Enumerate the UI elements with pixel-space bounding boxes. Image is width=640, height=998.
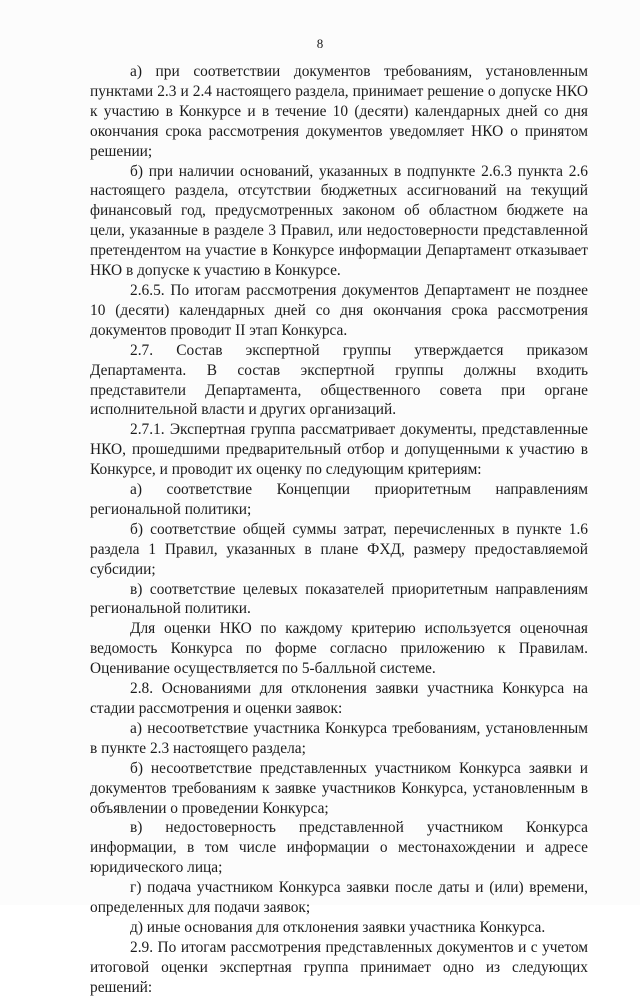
paragraph-2-6-5: 2.6.5. По итогам рассмотрения документов Департамент не позднее 10 (десяти) календарных дней со дня окончания срока рассмотрения документов проводит II этап Конкурса.	[90, 281, 588, 339]
paragraph-2-7-1: 2.7.1. Экспертная группа рассматривает документы, представленные НКО, прошедшими предварительный отбор и допущенными к участию в Конкурсе, и проводит их оценку по следующим критериям:	[90, 421, 588, 479]
rejection-reason-e: д) иные основания для отклонения заявки участника Конкурса.	[130, 918, 546, 936]
paragraph-2-7: 2.7. Состав экспертной группы утверждается приказом Департамента. В состав экспертной группы должны входить представители Департамента, общественного совета при органе исполнительной власти и других организаций.	[90, 341, 588, 419]
paragraph-2-6-4-a: а) при соответствии документов требованиям, установленным пунктами 2.3 и 2.4 настоящего раздела, принимает решение о допуске НКО к участию в Конкурсе и в течение 10 (десяти) календарных дней со дня окончания срока рассмотрения документов уведомляет НКО о принятом решении;	[90, 63, 588, 160]
criterion-c: в) соответствие целевых показателей приоритетным направлениям региональной политики.	[90, 580, 588, 618]
rejection-reason-c: в) недостоверность представленной участником Конкурса информации, в том числе информации о местонахождении и адресе юридического лица;	[90, 819, 588, 877]
rejection-reason-d: г) подача участником Конкурса заявки после даты и (или) времени, определенных для подачи заявок;	[90, 879, 588, 917]
rejection-reason-b: б) несоответствие представленных участником Конкурса заявки и документов требованиям к заявке участников Конкурса, установленным в объявлении о проведении Конкурса;	[90, 759, 588, 817]
paragraph-2-8: 2.8. Основаниями для отклонения заявки участника Конкурса на стадии рассмотрения и оценки заявок:	[90, 680, 588, 717]
paragraph-2-9: 2.9. По итогам рассмотрения представленных документов и с учетом итоговой оценки экспертная группа принимает одно из следующих решений:	[90, 938, 588, 996]
document-body	[90, 62, 588, 998]
criterion-b: б) соответствие общей суммы затрат, перечисленных в пункте 1.6 раздела 1 Правил, указанных в плане ФХД, размеру предоставляемой субсидии;	[90, 520, 588, 578]
rejection-reason-a: а) несоответствие участника Конкурса требованиям, установленным в пункте 2.3 настоящего раздела;	[90, 719, 588, 757]
criterion-a: а) соответствие Концепции приоритетным направлениям региональной политики;	[90, 481, 588, 518]
page-number: 8	[316, 36, 324, 51]
paragraph-2-6-4-b: б) при наличии оснований, указанных в подпункте 2.6.3 пункта 2.6 настоящего раздела, отсутствии бюджетных ассигнований на текущий финансовый год, предусмотренных законом об областном бюджете на цели, указанные в разделе 3 Правил, или недостоверности представленной претендентом на участие в Конкурсе информации Департамент отказывает НКО в допуске к участию в Конкурсе.	[90, 162, 588, 280]
scoring-paragraph: Для оценки НКО по каждому критерию используется оценочная ведомость Конкурса по форме согласно приложению к Правилам. Оценивание осуществляется по 5-балльной системе.	[90, 620, 588, 678]
